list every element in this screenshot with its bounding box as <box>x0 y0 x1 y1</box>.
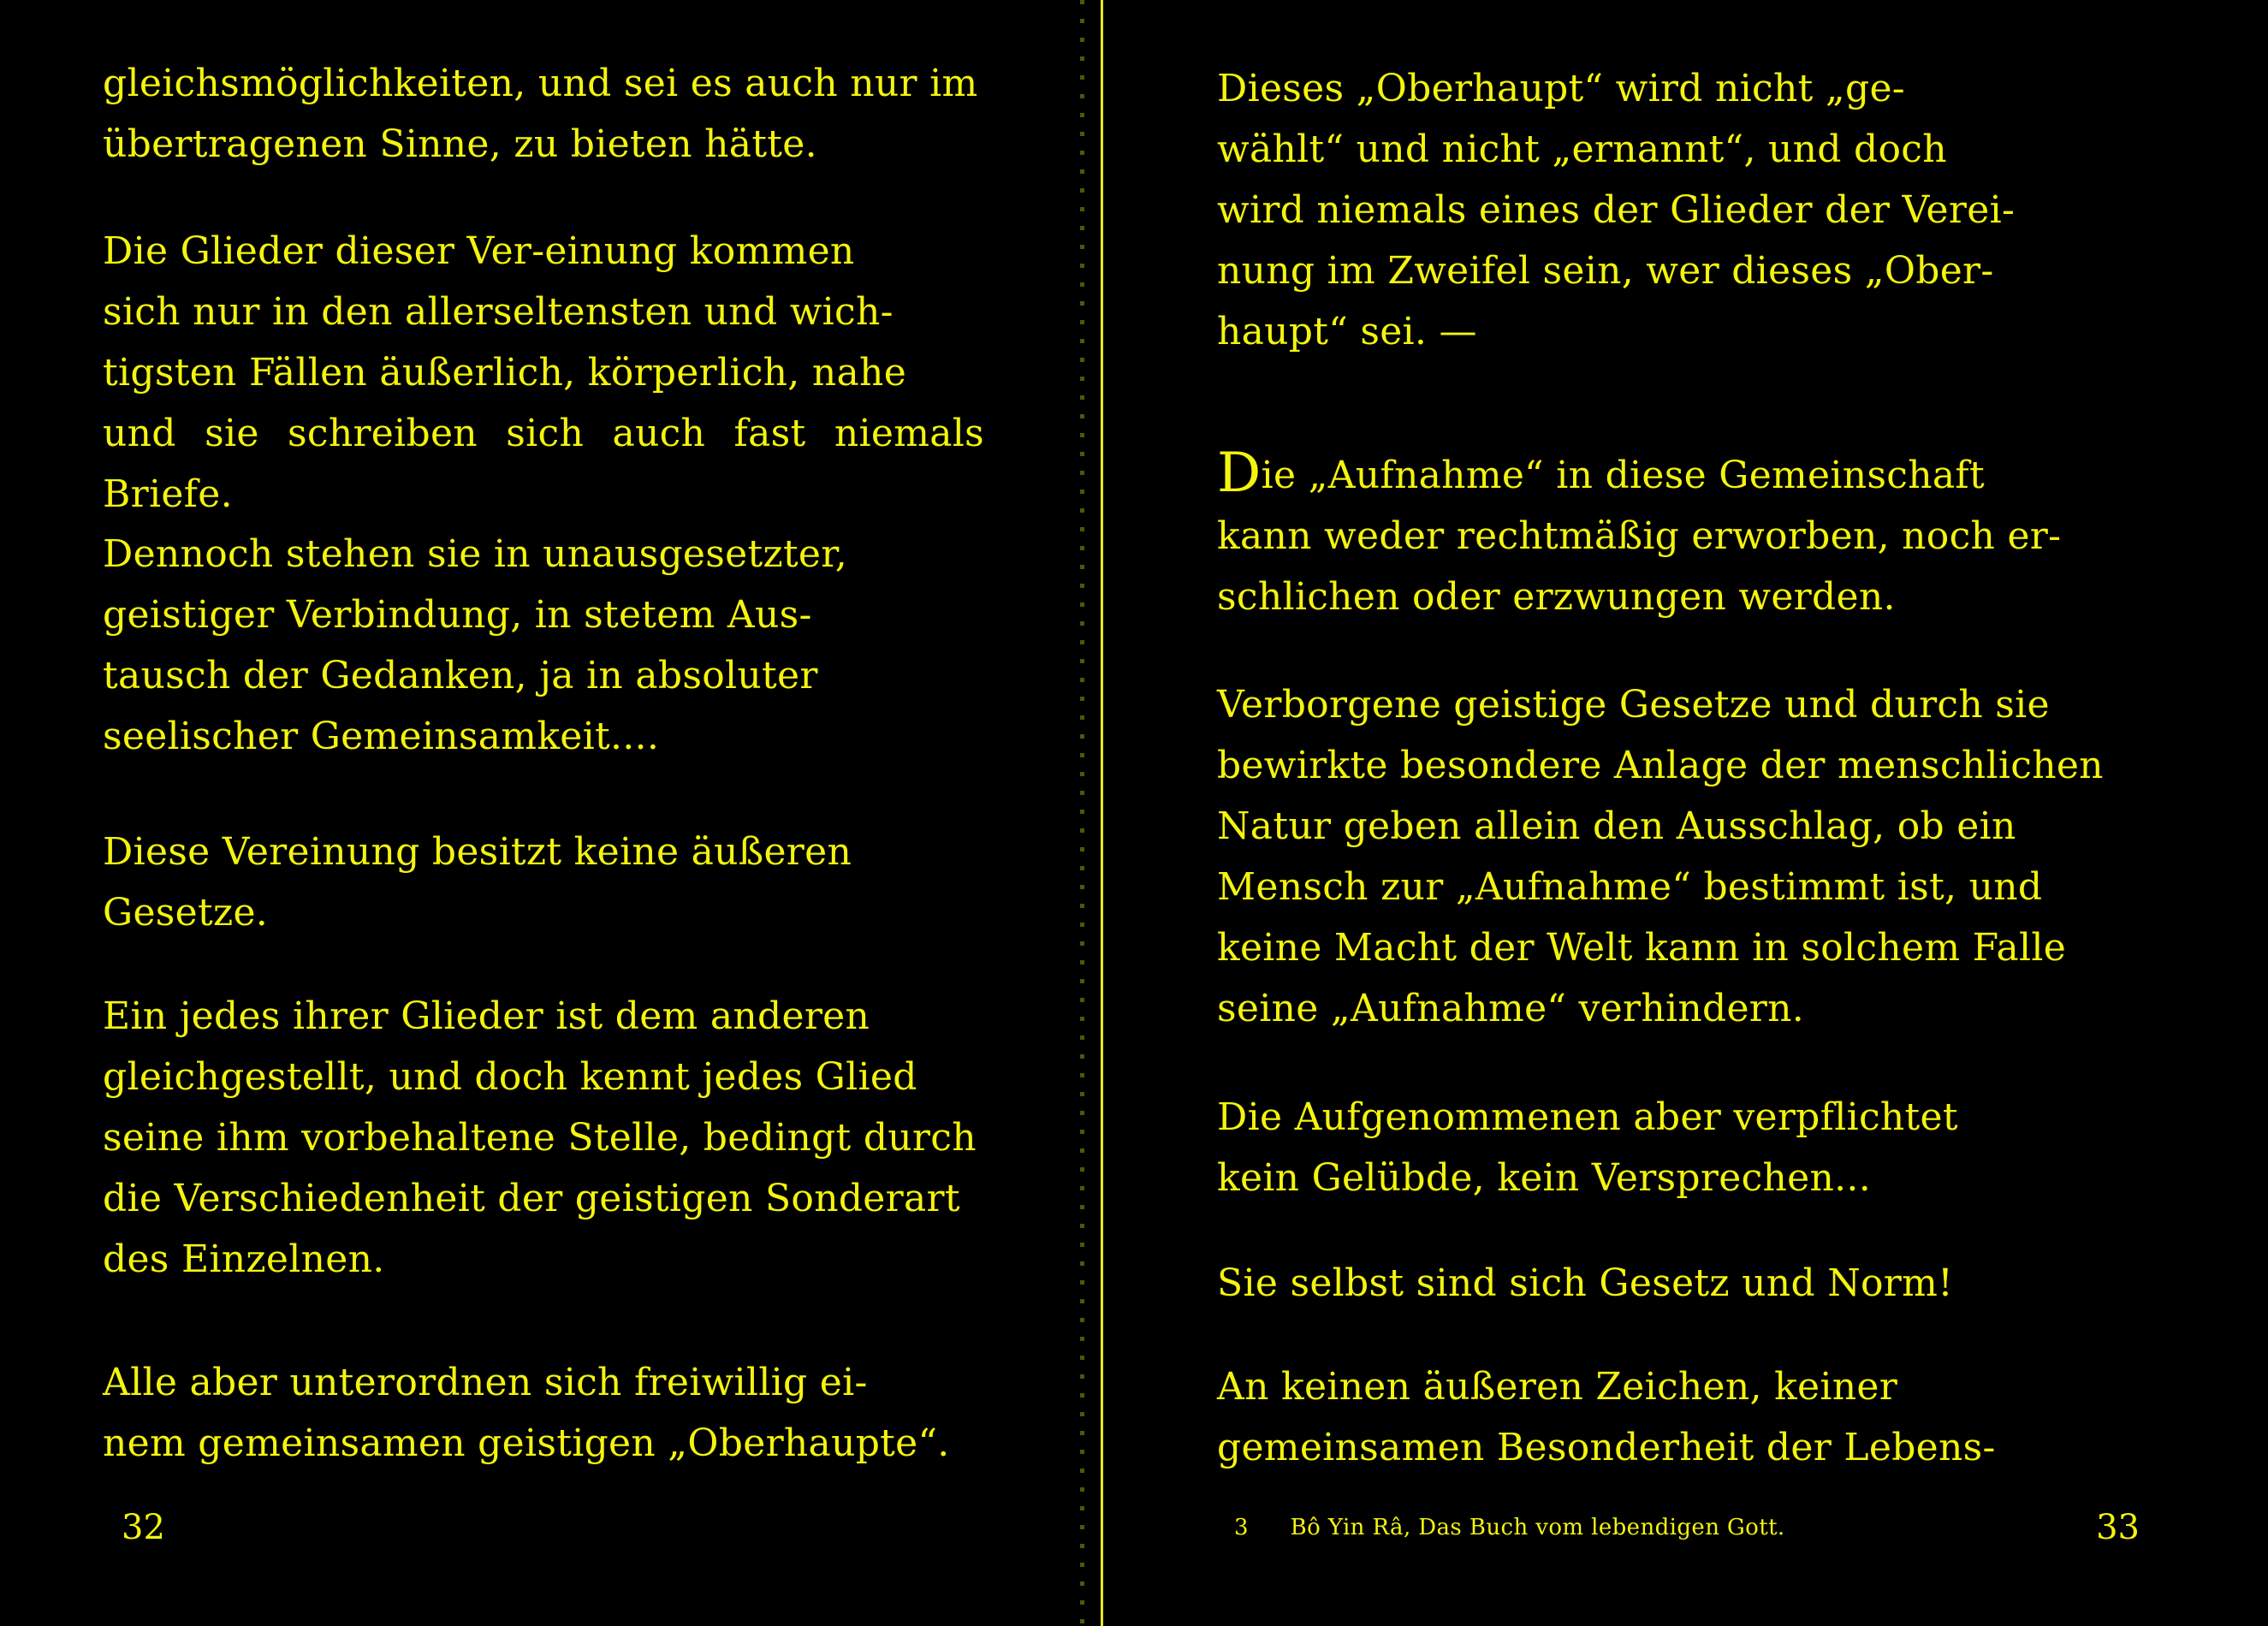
signature-number: 3 <box>1234 1515 1249 1540</box>
paragraph: Sie selbst sind sich Gesetz und Norm! <box>1217 1261 1954 1305</box>
printer-signature <box>1234 1515 1785 1540</box>
paragraph: Die Aufgenommenen aber verpflichtet kein Gelübde, kein Versprechen... <box>1217 1095 1958 1200</box>
paragraph: Die Glieder dieser Ver-einung kommen sich nur in den allerseltensten und wich- tigsten Fällen äußerlich, körperlich, nahe und sie schreiben sich auch fast niemals Briefe. <box>103 229 984 516</box>
left-page <box>0 0 1085 1626</box>
paragraph: Verborgene geistige Gesetze und durch sie bewirkte besondere Anlage der menschlichen Natur geben allein den Ausschlag, ob ein Mensch zur „Aufnahme“ bestimmt ist, und keine Macht der Welt kann in solchem Falle seine „Aufnahme“ verhindern. <box>1217 683 2104 1030</box>
drop-cap: D <box>1217 442 1262 505</box>
signature-title: Bô Yin Râ, Das Buch vom lebendigen Gott. <box>1290 1515 1785 1540</box>
page-number: 32 <box>122 1508 165 1547</box>
right-page <box>1106 0 2268 1626</box>
paragraph: gleichsmöglichkeiten, und sei es auch nur im übertragenen Sinne, zu bieten hätte. <box>103 62 978 166</box>
paragraph: An keinen äußeren Zeichen, keiner gemeinsamen Besonderheit der Lebens- <box>1217 1365 1996 1469</box>
book-gutter <box>1101 0 1103 1626</box>
paragraph: Diese Vereinung besitzt keine äußeren Gesetze. <box>103 830 852 935</box>
paragraph: Dennoch stehen sie in unausgesetzter, geistiger Verbindung, in stetem Aus- tausch der Gedanken, ja in absoluter seelischer Gemeinsamkeit.... <box>103 532 848 758</box>
paragraph-text: ie „Aufnahme“ in diese Gemeinschaft kann weder rechtmäßig erworben, noch er- schlichen oder erzwungen werden. <box>1217 454 2062 619</box>
paragraph: Alle aber unterordnen sich freiwillig ei- nem gemeinsamen geistigen „Oberhaupte“. <box>103 1361 950 1465</box>
paragraph-with-dropcap <box>1217 442 2184 627</box>
page-number: 33 <box>2096 1508 2140 1547</box>
paragraph: Dieses „Oberhaupt“ wird nicht „ge- wählt“ und nicht „ernannt“, und doch wird niemals eines der Glieder der Verei- nung im Zweifel sein, wer dieses „Ober- haupt“ sei. — <box>1217 67 2016 353</box>
paragraph: Ein jedes ihrer Glieder ist dem anderen gleichgestellt, und doch kennt jedes Glied seine ihm vorbehaltene Stelle, bedingt durch die Verschiedenheit der geistigen Sonderart des Einzelnen. <box>103 994 977 1281</box>
